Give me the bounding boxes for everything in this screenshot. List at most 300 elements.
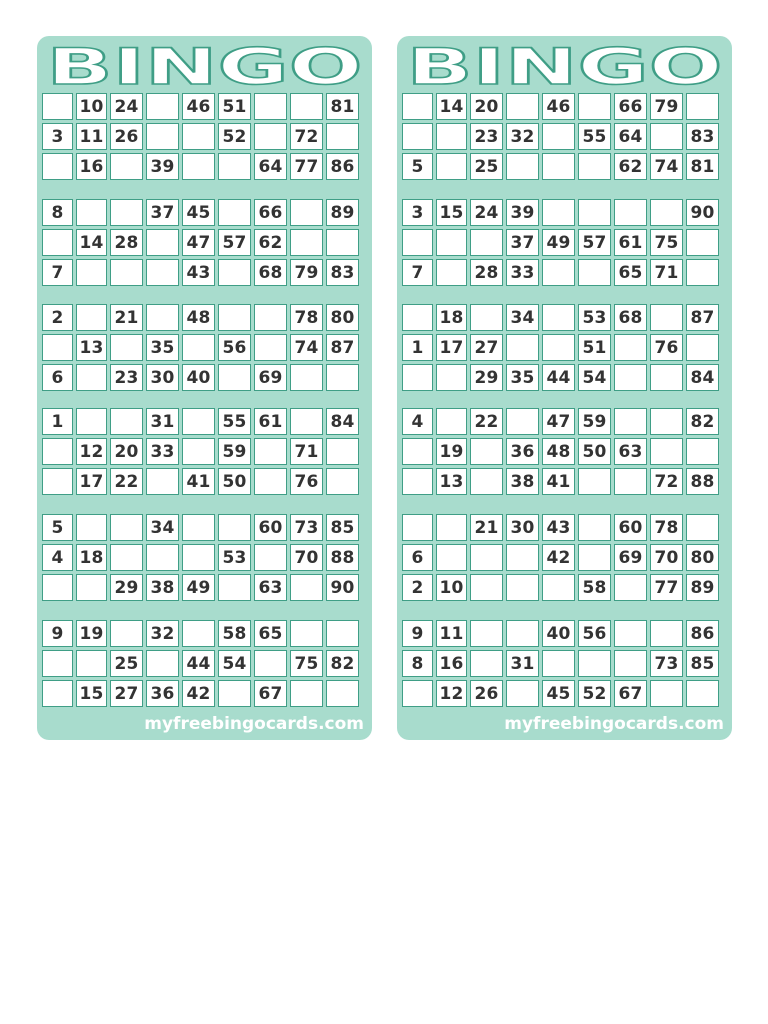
bingo-cell: 58 <box>578 574 611 601</box>
bingo-cell: 77 <box>650 574 683 601</box>
bingo-cell: 15 <box>436 199 467 226</box>
website-footer: myfreebingocards.com <box>144 714 364 734</box>
bingo-ticket <box>42 199 359 286</box>
bingo-cell: 31 <box>146 408 179 435</box>
bingo-cell <box>542 199 575 226</box>
bingo-title-text: BINGO <box>406 38 723 92</box>
bingo-cell: 46 <box>182 93 215 120</box>
bingo-cell: 71 <box>290 438 323 465</box>
bingo-cell <box>42 650 73 677</box>
bingo-cell <box>76 199 107 226</box>
bingo-cell: 72 <box>650 468 683 495</box>
bingo-cell: 74 <box>290 334 323 361</box>
bingo-cell: 75 <box>290 650 323 677</box>
bingo-cell <box>290 93 323 120</box>
bingo-cell: 22 <box>110 468 143 495</box>
bingo-cell: 19 <box>436 438 467 465</box>
bingo-cell: 80 <box>326 304 359 331</box>
bingo-ticket <box>402 408 719 495</box>
bingo-cell: 39 <box>506 199 539 226</box>
bingo-cell: 14 <box>436 93 467 120</box>
bingo-ticket <box>42 514 359 601</box>
bingo-cell <box>254 93 287 120</box>
bingo-cell <box>182 408 215 435</box>
bingo-cell <box>290 229 323 256</box>
bingo-cell: 51 <box>578 334 611 361</box>
bingo-cell <box>686 259 719 286</box>
bingo-cell: 86 <box>326 153 359 180</box>
bingo-cell <box>146 468 179 495</box>
bingo-strip-right <box>397 36 732 740</box>
bingo-cell <box>650 680 683 707</box>
bingo-ticket <box>402 620 719 707</box>
bingo-cell: 9 <box>42 620 73 647</box>
bingo-cell: 48 <box>182 304 215 331</box>
bingo-cell: 57 <box>578 229 611 256</box>
bingo-cell <box>182 620 215 647</box>
bingo-cell: 26 <box>470 680 503 707</box>
bingo-cell: 4 <box>42 544 73 571</box>
bingo-cell <box>146 650 179 677</box>
bingo-cell: 66 <box>254 199 287 226</box>
bingo-cell: 43 <box>182 259 215 286</box>
bingo-cell: 49 <box>542 229 575 256</box>
bingo-cell: 79 <box>650 93 683 120</box>
bingo-cell: 73 <box>290 514 323 541</box>
bingo-cell: 73 <box>650 650 683 677</box>
bingo-cell <box>614 408 647 435</box>
bingo-cell: 1 <box>42 408 73 435</box>
bingo-cell: 18 <box>76 544 107 571</box>
bingo-cell <box>470 304 503 331</box>
bingo-cell: 50 <box>218 468 251 495</box>
bingo-cell: 70 <box>290 544 323 571</box>
bingo-cell: 70 <box>650 544 683 571</box>
bingo-cell <box>254 123 287 150</box>
bingo-cell: 6 <box>42 364 73 391</box>
bingo-cell <box>402 514 433 541</box>
bingo-cell: 68 <box>254 259 287 286</box>
bingo-cell <box>290 364 323 391</box>
bingo-cell <box>218 199 251 226</box>
bingo-cell <box>578 650 611 677</box>
bingo-cell: 11 <box>436 620 467 647</box>
bingo-cell: 72 <box>290 123 323 150</box>
bingo-cell <box>42 229 73 256</box>
bingo-cell: 55 <box>218 408 251 435</box>
bingo-cell: 32 <box>506 123 539 150</box>
bingo-cell <box>146 304 179 331</box>
bingo-cell: 16 <box>76 153 107 180</box>
bingo-cell <box>506 620 539 647</box>
bingo-cell: 10 <box>76 93 107 120</box>
bingo-cell: 90 <box>326 574 359 601</box>
bingo-cell <box>506 544 539 571</box>
bingo-cell <box>76 514 107 541</box>
bingo-cell <box>326 438 359 465</box>
bingo-ticket <box>42 620 359 707</box>
bingo-cell: 30 <box>146 364 179 391</box>
bingo-cell: 35 <box>506 364 539 391</box>
bingo-cell <box>650 408 683 435</box>
bingo-cell: 78 <box>290 304 323 331</box>
bingo-cell: 51 <box>218 93 251 120</box>
bingo-cell: 29 <box>470 364 503 391</box>
bingo-cell: 46 <box>542 93 575 120</box>
bingo-cell <box>182 153 215 180</box>
bingo-cell: 65 <box>614 259 647 286</box>
bingo-cell <box>326 123 359 150</box>
bingo-cell: 79 <box>290 259 323 286</box>
bingo-cell: 62 <box>254 229 287 256</box>
bingo-cell: 25 <box>110 650 143 677</box>
bingo-ticket <box>42 304 359 391</box>
bingo-cell: 80 <box>686 544 719 571</box>
bingo-cell: 81 <box>686 153 719 180</box>
bingo-cell: 7 <box>42 259 73 286</box>
bingo-cell <box>182 544 215 571</box>
bingo-cell: 13 <box>76 334 107 361</box>
bingo-cell <box>254 650 287 677</box>
bingo-cell: 49 <box>182 574 215 601</box>
bingo-cell <box>146 229 179 256</box>
bingo-cell: 64 <box>254 153 287 180</box>
bingo-cell <box>290 199 323 226</box>
bingo-cell: 60 <box>254 514 287 541</box>
bingo-cell <box>218 364 251 391</box>
bingo-cell: 54 <box>578 364 611 391</box>
bingo-cell <box>542 153 575 180</box>
bingo-cell: 27 <box>110 680 143 707</box>
bingo-cell: 44 <box>542 364 575 391</box>
bingo-cell: 38 <box>506 468 539 495</box>
bingo-cell: 47 <box>182 229 215 256</box>
bingo-cell: 41 <box>182 468 215 495</box>
bingo-cell: 3 <box>402 199 433 226</box>
bingo-cell <box>506 680 539 707</box>
bingo-cell: 63 <box>614 438 647 465</box>
bingo-ticket <box>402 93 719 180</box>
bingo-title <box>397 38 732 92</box>
bingo-cell: 29 <box>110 574 143 601</box>
bingo-cell <box>506 153 539 180</box>
bingo-cell <box>146 544 179 571</box>
bingo-cell: 57 <box>218 229 251 256</box>
bingo-cell <box>542 259 575 286</box>
bingo-cell <box>614 468 647 495</box>
bingo-cell: 36 <box>146 680 179 707</box>
bingo-cell: 7 <box>402 259 433 286</box>
bingo-cell <box>76 574 107 601</box>
bingo-cell <box>254 304 287 331</box>
bingo-cell <box>218 574 251 601</box>
bingo-cell: 48 <box>542 438 575 465</box>
bingo-cell: 56 <box>578 620 611 647</box>
bingo-cell: 41 <box>542 468 575 495</box>
bingo-cell <box>650 199 683 226</box>
bingo-cell <box>506 334 539 361</box>
bingo-cell: 32 <box>146 620 179 647</box>
bingo-cell: 67 <box>254 680 287 707</box>
bingo-cell <box>326 680 359 707</box>
bingo-cell: 56 <box>218 334 251 361</box>
bingo-cell <box>42 334 73 361</box>
bingo-cell: 55 <box>578 123 611 150</box>
bingo-cell <box>76 304 107 331</box>
bingo-cell: 58 <box>218 620 251 647</box>
bingo-cell: 59 <box>218 438 251 465</box>
bingo-cell: 65 <box>254 620 287 647</box>
bingo-cell: 86 <box>686 620 719 647</box>
bingo-cell <box>470 229 503 256</box>
bingo-cell <box>542 334 575 361</box>
bingo-cell: 31 <box>506 650 539 677</box>
bingo-cell <box>110 334 143 361</box>
bingo-cell <box>436 408 467 435</box>
bingo-title <box>37 38 372 92</box>
bingo-cell: 1 <box>402 334 433 361</box>
bingo-cell: 8 <box>42 199 73 226</box>
bingo-cell <box>290 620 323 647</box>
bingo-cell <box>290 574 323 601</box>
bingo-cell: 90 <box>686 199 719 226</box>
bingo-cell <box>218 304 251 331</box>
bingo-cell: 15 <box>76 680 107 707</box>
bingo-cell <box>542 123 575 150</box>
bingo-cell <box>650 620 683 647</box>
bingo-cell: 13 <box>436 468 467 495</box>
bingo-cell: 81 <box>326 93 359 120</box>
bingo-cell: 87 <box>686 304 719 331</box>
bingo-cell <box>254 468 287 495</box>
bingo-cell: 40 <box>542 620 575 647</box>
bingo-cell <box>436 544 467 571</box>
bingo-cell <box>470 620 503 647</box>
bingo-cell <box>146 259 179 286</box>
bingo-cell: 89 <box>326 199 359 226</box>
bingo-cell: 37 <box>146 199 179 226</box>
bingo-cell <box>614 199 647 226</box>
bingo-cell <box>218 514 251 541</box>
bingo-cell: 16 <box>436 650 467 677</box>
bingo-cell: 44 <box>182 650 215 677</box>
bingo-cell: 85 <box>686 650 719 677</box>
bingo-cell <box>578 259 611 286</box>
bingo-cell <box>326 468 359 495</box>
bingo-ticket <box>402 199 719 286</box>
bingo-cell <box>110 544 143 571</box>
bingo-cell <box>542 650 575 677</box>
bingo-cell: 42 <box>542 544 575 571</box>
bingo-cell: 20 <box>470 93 503 120</box>
bingo-cell: 77 <box>290 153 323 180</box>
bingo-cell <box>470 650 503 677</box>
bingo-cell <box>218 680 251 707</box>
bingo-cell: 75 <box>650 229 683 256</box>
bingo-ticket <box>402 304 719 391</box>
bingo-cell <box>578 93 611 120</box>
bingo-cell: 35 <box>146 334 179 361</box>
bingo-cell <box>402 123 433 150</box>
bingo-cell: 23 <box>470 123 503 150</box>
bingo-cell <box>290 680 323 707</box>
bingo-cell: 59 <box>578 408 611 435</box>
bingo-cell: 78 <box>650 514 683 541</box>
bingo-cell <box>650 123 683 150</box>
bingo-cell: 9 <box>402 620 433 647</box>
bingo-cell: 88 <box>326 544 359 571</box>
bingo-cell: 87 <box>326 334 359 361</box>
bingo-cell <box>614 620 647 647</box>
bingo-cell: 82 <box>686 408 719 435</box>
bingo-cell: 21 <box>470 514 503 541</box>
bingo-cell: 23 <box>110 364 143 391</box>
bingo-cell <box>42 680 73 707</box>
bingo-cell <box>110 620 143 647</box>
bingo-cell <box>182 514 215 541</box>
bingo-cell: 11 <box>76 123 107 150</box>
bingo-cell: 4 <box>402 408 433 435</box>
bingo-cell: 76 <box>650 334 683 361</box>
bingo-cell: 83 <box>326 259 359 286</box>
bingo-cell <box>218 259 251 286</box>
bingo-cell <box>578 514 611 541</box>
bingo-cell <box>578 199 611 226</box>
bingo-cell: 63 <box>254 574 287 601</box>
bingo-cell: 28 <box>470 259 503 286</box>
bingo-cell: 36 <box>506 438 539 465</box>
bingo-cell <box>402 680 433 707</box>
bingo-cell <box>650 304 683 331</box>
bingo-cell <box>254 544 287 571</box>
bingo-cell <box>76 259 107 286</box>
bingo-cell <box>686 438 719 465</box>
bingo-cell <box>686 514 719 541</box>
bingo-cell <box>686 680 719 707</box>
bingo-cell <box>686 229 719 256</box>
bingo-cell: 27 <box>470 334 503 361</box>
bingo-cell <box>436 153 467 180</box>
bingo-cell: 30 <box>506 514 539 541</box>
bingo-cell <box>146 123 179 150</box>
bingo-cell: 67 <box>614 680 647 707</box>
bingo-cell: 28 <box>110 229 143 256</box>
bingo-cell <box>290 408 323 435</box>
bingo-cell: 82 <box>326 650 359 677</box>
bingo-ticket <box>42 408 359 495</box>
bingo-cell: 14 <box>76 229 107 256</box>
website-footer: myfreebingocards.com <box>504 714 724 734</box>
bingo-cell <box>470 438 503 465</box>
bingo-cell <box>436 364 467 391</box>
bingo-cell <box>76 364 107 391</box>
bingo-cell: 37 <box>506 229 539 256</box>
bingo-cell <box>436 123 467 150</box>
bingo-cell: 69 <box>254 364 287 391</box>
bingo-cell: 5 <box>402 153 433 180</box>
bingo-cell <box>614 574 647 601</box>
bingo-cell: 54 <box>218 650 251 677</box>
bingo-cell <box>326 620 359 647</box>
bingo-cell <box>402 93 433 120</box>
bingo-cell <box>110 199 143 226</box>
bingo-cell <box>578 468 611 495</box>
bingo-cell <box>254 438 287 465</box>
bingo-cell <box>402 229 433 256</box>
bingo-cell <box>506 408 539 435</box>
bingo-cell <box>110 259 143 286</box>
bingo-cell: 40 <box>182 364 215 391</box>
bingo-cell: 52 <box>578 680 611 707</box>
bingo-cell <box>42 468 73 495</box>
bingo-cell: 50 <box>578 438 611 465</box>
bingo-cell <box>470 574 503 601</box>
bingo-cell: 61 <box>614 229 647 256</box>
bingo-cell: 68 <box>614 304 647 331</box>
bingo-ticket <box>42 93 359 180</box>
bingo-cell <box>506 574 539 601</box>
bingo-cell <box>76 650 107 677</box>
bingo-cell: 69 <box>614 544 647 571</box>
bingo-cell: 21 <box>110 304 143 331</box>
bingo-cell <box>542 304 575 331</box>
bingo-cell: 3 <box>42 123 73 150</box>
bingo-cell <box>686 334 719 361</box>
bingo-cell <box>146 93 179 120</box>
bingo-cell: 71 <box>650 259 683 286</box>
bingo-cell: 2 <box>402 574 433 601</box>
bingo-cell <box>42 153 73 180</box>
bingo-cell <box>470 544 503 571</box>
bingo-cell: 8 <box>402 650 433 677</box>
bingo-cell <box>686 93 719 120</box>
bingo-cell: 83 <box>686 123 719 150</box>
bingo-cell <box>614 334 647 361</box>
bingo-ticket <box>402 514 719 601</box>
bingo-cell <box>506 93 539 120</box>
bingo-cell: 34 <box>506 304 539 331</box>
bingo-cell <box>614 364 647 391</box>
bingo-cell <box>614 650 647 677</box>
bingo-cell <box>542 574 575 601</box>
bingo-cell: 61 <box>254 408 287 435</box>
bingo-cell: 45 <box>542 680 575 707</box>
bingo-cell <box>182 334 215 361</box>
bingo-cell <box>182 123 215 150</box>
bingo-cell: 47 <box>542 408 575 435</box>
bingo-cell <box>470 468 503 495</box>
bingo-cell <box>578 153 611 180</box>
bingo-cell: 18 <box>436 304 467 331</box>
bingo-cell: 20 <box>110 438 143 465</box>
bingo-cell <box>218 153 251 180</box>
bingo-cell: 5 <box>42 514 73 541</box>
bingo-cell: 24 <box>110 93 143 120</box>
bingo-cell: 84 <box>326 408 359 435</box>
bingo-cell: 25 <box>470 153 503 180</box>
bingo-cell: 26 <box>110 123 143 150</box>
bingo-cell: 60 <box>614 514 647 541</box>
bingo-cell <box>650 364 683 391</box>
bingo-cell: 10 <box>436 574 467 601</box>
bingo-cell: 76 <box>290 468 323 495</box>
bingo-cell <box>436 514 467 541</box>
bingo-cell <box>110 408 143 435</box>
bingo-cell: 66 <box>614 93 647 120</box>
bingo-cell <box>254 334 287 361</box>
bingo-cell <box>182 438 215 465</box>
bingo-cell: 24 <box>470 199 503 226</box>
